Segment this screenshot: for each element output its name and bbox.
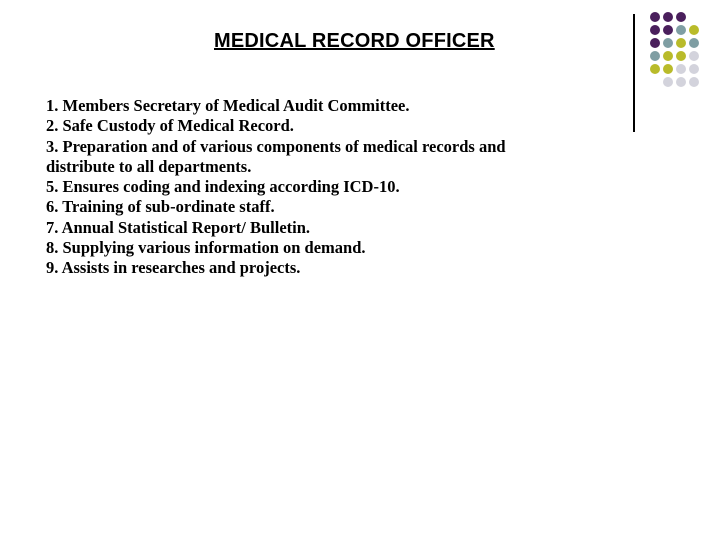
decorative-dot <box>689 25 699 35</box>
decorative-dot <box>689 77 699 87</box>
decorative-dot <box>650 12 660 22</box>
decorative-dot <box>689 51 699 61</box>
body-line: 9. Assists in researches and projects. <box>46 258 301 278</box>
decorative-dot <box>663 38 673 48</box>
decorative-dot <box>663 77 673 87</box>
body-line: 3. Preparation and of various components of medical records and <box>46 136 506 156</box>
body-line: 8. Supplying various information on demand. <box>46 238 366 258</box>
body-line: distribute to all departments. <box>46 156 252 176</box>
decorative-dot <box>689 64 699 74</box>
body-line: 1. Members Secretary of Medical Audit Committee. <box>46 96 410 115</box>
slide-title: MEDICAL RECORD OFFICER <box>214 30 495 52</box>
decorative-dot <box>689 38 699 48</box>
decorative-dot <box>663 64 673 74</box>
body-line: 5. Ensures coding and indexing according ICD-10. <box>46 177 400 197</box>
decorative-dot <box>663 51 673 61</box>
decorative-dot <box>676 38 686 48</box>
decorative-dot <box>676 25 686 35</box>
decorative-dot <box>676 51 686 61</box>
slide-body <box>46 96 646 279</box>
decorative-dot <box>650 51 660 61</box>
decorative-dot <box>663 25 673 35</box>
decorative-dot <box>650 38 660 48</box>
decorative-dot <box>676 77 686 87</box>
body-line: 7. Annual Statistical Report/ Bulletin. <box>46 217 311 237</box>
body-line: 2. Safe Custody of Medical Record. <box>46 116 294 136</box>
body-line: 6. Training of sub-ordinate staff. <box>46 197 275 217</box>
decorative-dot <box>676 12 686 22</box>
decorative-dot <box>676 64 686 74</box>
decorative-dot <box>650 25 660 35</box>
decorative-dot <box>663 12 673 22</box>
decorative-dot <box>650 64 660 74</box>
